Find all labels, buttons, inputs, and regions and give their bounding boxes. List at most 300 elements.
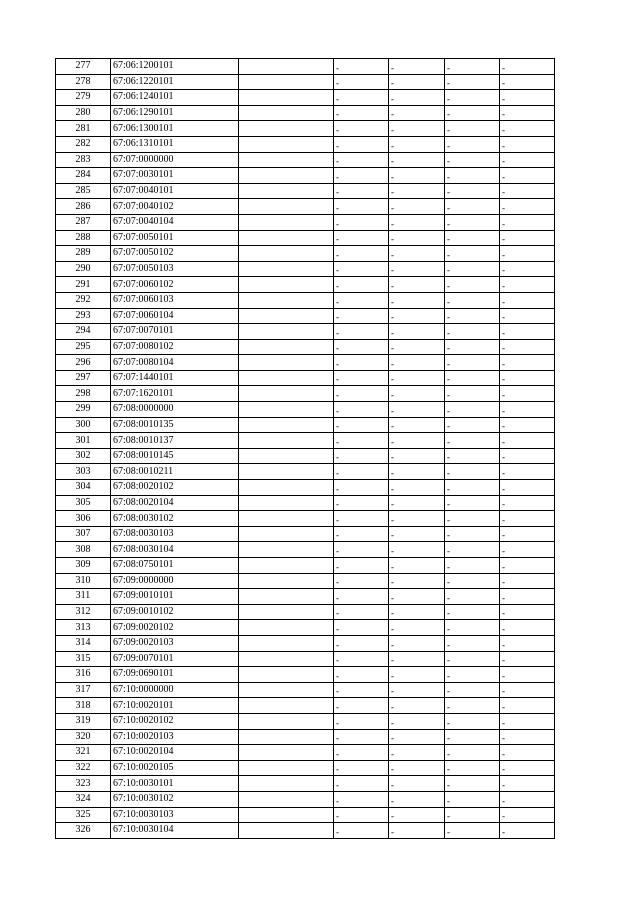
row-number-cell: 300: [56, 417, 111, 433]
value-cell-3: -: [445, 760, 500, 776]
cadastral-code-cell: 67:08:0020104: [111, 495, 239, 511]
table-row: [56, 136, 555, 152]
table-row: [56, 417, 555, 433]
row-number-cell: 282: [56, 136, 111, 152]
value-cell-4: -: [500, 136, 555, 152]
value-cell-3: -: [445, 261, 500, 277]
value-cell-2: -: [389, 526, 445, 542]
cadastral-code-cell: 67:08:0000000: [111, 402, 239, 418]
table-row: [56, 495, 555, 511]
cadastral-code-cell: 67:08:0020102: [111, 480, 239, 496]
value-cell-4: -: [500, 635, 555, 651]
value-cell-2: -: [389, 651, 445, 667]
value-cell-1: -: [334, 74, 389, 90]
table-row: [56, 183, 555, 199]
value-cell-4: -: [500, 698, 555, 714]
row-number-cell: 299: [56, 402, 111, 418]
value-cell-1: -: [334, 339, 389, 355]
value-cell-2: -: [389, 620, 445, 636]
value-cell-4: -: [500, 682, 555, 698]
description-cell: [239, 136, 334, 152]
cadastral-code-cell: 67:10:0030102: [111, 791, 239, 807]
description-cell: [239, 74, 334, 90]
cadastral-code-cell: 67:09:0020103: [111, 635, 239, 651]
row-number-cell: 289: [56, 246, 111, 262]
value-cell-2: -: [389, 121, 445, 137]
row-number-cell: 291: [56, 277, 111, 293]
value-cell-2: -: [389, 776, 445, 792]
value-cell-4: -: [500, 121, 555, 137]
value-cell-3: -: [445, 604, 500, 620]
value-cell-2: -: [389, 417, 445, 433]
value-cell-4: -: [500, 807, 555, 823]
value-cell-4: -: [500, 59, 555, 75]
table-row: [56, 573, 555, 589]
cadastral-code-cell: 67:08:0010137: [111, 433, 239, 449]
cadastral-code-cell: 67:10:0020101: [111, 698, 239, 714]
cadastral-code-cell: 67:10:0030103: [111, 807, 239, 823]
cadastral-code-cell: 67:08:0750101: [111, 558, 239, 574]
row-number-cell: 281: [56, 121, 111, 137]
row-number-cell: 290: [56, 261, 111, 277]
row-number-cell: 297: [56, 370, 111, 386]
value-cell-3: -: [445, 402, 500, 418]
row-number-cell: 284: [56, 168, 111, 184]
description-cell: [239, 448, 334, 464]
cadastral-code-cell: 67:06:1240101: [111, 90, 239, 106]
value-cell-2: -: [389, 589, 445, 605]
row-number-cell: 315: [56, 651, 111, 667]
value-cell-4: -: [500, 495, 555, 511]
value-cell-4: -: [500, 776, 555, 792]
value-cell-3: -: [445, 90, 500, 106]
row-number-cell: 302: [56, 448, 111, 464]
value-cell-3: -: [445, 230, 500, 246]
value-cell-3: -: [445, 745, 500, 761]
value-cell-2: -: [389, 308, 445, 324]
row-number-cell: 292: [56, 292, 111, 308]
description-cell: [239, 433, 334, 449]
value-cell-4: -: [500, 90, 555, 106]
cadastral-code-cell: 67:07:0080102: [111, 339, 239, 355]
cadastral-code-cell: 67:07:0040102: [111, 199, 239, 215]
row-number-cell: 286: [56, 199, 111, 215]
description-cell: [239, 105, 334, 121]
description-cell: [239, 386, 334, 402]
row-number-cell: 320: [56, 729, 111, 745]
value-cell-1: -: [334, 433, 389, 449]
table-row: [56, 651, 555, 667]
value-cell-1: -: [334, 308, 389, 324]
value-cell-4: -: [500, 589, 555, 605]
value-cell-4: -: [500, 526, 555, 542]
value-cell-3: -: [445, 386, 500, 402]
cadastral-code-cell: 67:08:0010135: [111, 417, 239, 433]
description-cell: [239, 713, 334, 729]
value-cell-3: -: [445, 729, 500, 745]
value-cell-4: -: [500, 261, 555, 277]
value-cell-1: -: [334, 324, 389, 340]
table-row: [56, 292, 555, 308]
table-row: [56, 620, 555, 636]
row-number-cell: 301: [56, 433, 111, 449]
value-cell-4: -: [500, 277, 555, 293]
cadastral-code-cell: 67:07:0070101: [111, 324, 239, 340]
value-cell-3: -: [445, 183, 500, 199]
value-cell-3: -: [445, 495, 500, 511]
value-cell-4: -: [500, 667, 555, 683]
value-cell-3: -: [445, 713, 500, 729]
value-cell-2: -: [389, 745, 445, 761]
value-cell-2: -: [389, 682, 445, 698]
value-cell-1: -: [334, 760, 389, 776]
value-cell-1: -: [334, 698, 389, 714]
value-cell-4: -: [500, 604, 555, 620]
value-cell-2: -: [389, 230, 445, 246]
row-number-cell: 316: [56, 667, 111, 683]
description-cell: [239, 324, 334, 340]
row-number-cell: 280: [56, 105, 111, 121]
value-cell-2: -: [389, 402, 445, 418]
table-row: [56, 214, 555, 230]
table-row: [56, 635, 555, 651]
value-cell-1: -: [334, 635, 389, 651]
row-number-cell: 304: [56, 480, 111, 496]
row-number-cell: 277: [56, 59, 111, 75]
cadastral-code-cell: 67:07:0050103: [111, 261, 239, 277]
value-cell-3: -: [445, 246, 500, 262]
value-cell-2: -: [389, 713, 445, 729]
description-cell: [239, 308, 334, 324]
registry-table: [55, 58, 555, 839]
value-cell-2: -: [389, 277, 445, 293]
value-cell-2: -: [389, 573, 445, 589]
value-cell-1: -: [334, 589, 389, 605]
value-cell-3: -: [445, 136, 500, 152]
value-cell-2: -: [389, 823, 445, 839]
description-cell: [239, 152, 334, 168]
value-cell-4: -: [500, 464, 555, 480]
value-cell-3: -: [445, 370, 500, 386]
value-cell-1: -: [334, 214, 389, 230]
value-cell-2: -: [389, 791, 445, 807]
value-cell-3: -: [445, 277, 500, 293]
value-cell-3: -: [445, 807, 500, 823]
value-cell-4: -: [500, 292, 555, 308]
description-cell: [239, 573, 334, 589]
value-cell-2: -: [389, 339, 445, 355]
value-cell-4: -: [500, 74, 555, 90]
cadastral-code-cell: 67:06:1290101: [111, 105, 239, 121]
value-cell-3: -: [445, 698, 500, 714]
value-cell-4: -: [500, 745, 555, 761]
value-cell-4: -: [500, 339, 555, 355]
value-cell-2: -: [389, 635, 445, 651]
value-cell-4: -: [500, 713, 555, 729]
cadastral-code-cell: 67:10:0020103: [111, 729, 239, 745]
value-cell-1: -: [334, 246, 389, 262]
value-cell-1: -: [334, 402, 389, 418]
value-cell-4: -: [500, 448, 555, 464]
cadastral-code-cell: 67:07:0060102: [111, 277, 239, 293]
table-row: [56, 324, 555, 340]
table-row: [56, 791, 555, 807]
value-cell-1: -: [334, 183, 389, 199]
value-cell-3: -: [445, 59, 500, 75]
value-cell-2: -: [389, 464, 445, 480]
description-cell: [239, 417, 334, 433]
table-row: [56, 713, 555, 729]
value-cell-2: -: [389, 495, 445, 511]
cadastral-code-cell: 67:08:0030103: [111, 526, 239, 542]
cadastral-code-cell: 67:10:0030104: [111, 823, 239, 839]
value-cell-1: -: [334, 511, 389, 527]
value-cell-4: -: [500, 791, 555, 807]
value-cell-1: -: [334, 667, 389, 683]
description-cell: [239, 59, 334, 75]
value-cell-2: -: [389, 698, 445, 714]
table-body: [56, 59, 555, 839]
cadastral-code-cell: 67:09:0010101: [111, 589, 239, 605]
value-cell-3: -: [445, 682, 500, 698]
value-cell-3: -: [445, 776, 500, 792]
value-cell-2: -: [389, 214, 445, 230]
table-row: [56, 776, 555, 792]
value-cell-3: -: [445, 791, 500, 807]
value-cell-3: -: [445, 355, 500, 371]
table-row: [56, 339, 555, 355]
cadastral-code-cell: 67:07:0060103: [111, 292, 239, 308]
value-cell-1: -: [334, 59, 389, 75]
cadastral-code-cell: 67:10:0000000: [111, 682, 239, 698]
value-cell-2: -: [389, 386, 445, 402]
value-cell-3: -: [445, 168, 500, 184]
cadastral-code-cell: 67:10:0020102: [111, 713, 239, 729]
description-cell: [239, 495, 334, 511]
value-cell-3: -: [445, 589, 500, 605]
description-cell: [239, 682, 334, 698]
value-cell-2: -: [389, 183, 445, 199]
description-cell: [239, 760, 334, 776]
cadastral-code-cell: 67:08:0030102: [111, 511, 239, 527]
cadastral-code-cell: 67:10:0020104: [111, 745, 239, 761]
cadastral-code-cell: 67:07:0030101: [111, 168, 239, 184]
value-cell-1: -: [334, 823, 389, 839]
value-cell-4: -: [500, 651, 555, 667]
table-row: [56, 698, 555, 714]
value-cell-3: -: [445, 292, 500, 308]
value-cell-1: -: [334, 152, 389, 168]
value-cell-2: -: [389, 729, 445, 745]
row-number-cell: 279: [56, 90, 111, 106]
value-cell-2: -: [389, 355, 445, 371]
table-row: [56, 308, 555, 324]
row-number-cell: 318: [56, 698, 111, 714]
cadastral-code-cell: 67:09:0000000: [111, 573, 239, 589]
table-row: [56, 760, 555, 776]
table-row: [56, 823, 555, 839]
row-number-cell: 310: [56, 573, 111, 589]
description-cell: [239, 402, 334, 418]
value-cell-3: -: [445, 620, 500, 636]
value-cell-1: -: [334, 620, 389, 636]
row-number-cell: 278: [56, 74, 111, 90]
description-cell: [239, 526, 334, 542]
value-cell-2: -: [389, 433, 445, 449]
description-cell: [239, 480, 334, 496]
value-cell-1: -: [334, 776, 389, 792]
value-cell-1: -: [334, 355, 389, 371]
value-cell-4: -: [500, 386, 555, 402]
value-cell-2: -: [389, 261, 445, 277]
value-cell-3: -: [445, 480, 500, 496]
value-cell-1: -: [334, 526, 389, 542]
value-cell-2: -: [389, 168, 445, 184]
value-cell-1: -: [334, 370, 389, 386]
value-cell-4: -: [500, 246, 555, 262]
table-row: [56, 480, 555, 496]
value-cell-4: -: [500, 199, 555, 215]
value-cell-3: -: [445, 526, 500, 542]
value-cell-2: -: [389, 448, 445, 464]
value-cell-1: -: [334, 105, 389, 121]
row-number-cell: 311: [56, 589, 111, 605]
table-row: [56, 807, 555, 823]
value-cell-1: -: [334, 807, 389, 823]
value-cell-1: -: [334, 745, 389, 761]
row-number-cell: 283: [56, 152, 111, 168]
table-row: [56, 604, 555, 620]
value-cell-3: -: [445, 667, 500, 683]
table-row: [56, 246, 555, 262]
table-row: [56, 464, 555, 480]
row-number-cell: 321: [56, 745, 111, 761]
value-cell-4: -: [500, 152, 555, 168]
value-cell-1: -: [334, 261, 389, 277]
cadastral-code-cell: 67:07:0050102: [111, 246, 239, 262]
row-number-cell: 293: [56, 308, 111, 324]
row-number-cell: 322: [56, 760, 111, 776]
description-cell: [239, 277, 334, 293]
table-row: [56, 105, 555, 121]
table-row: [56, 355, 555, 371]
description-cell: [239, 635, 334, 651]
value-cell-4: -: [500, 433, 555, 449]
value-cell-3: -: [445, 464, 500, 480]
value-cell-4: -: [500, 480, 555, 496]
cadastral-code-cell: 67:09:0070101: [111, 651, 239, 667]
value-cell-4: -: [500, 417, 555, 433]
description-cell: [239, 620, 334, 636]
value-cell-2: -: [389, 74, 445, 90]
value-cell-1: -: [334, 480, 389, 496]
value-cell-1: -: [334, 386, 389, 402]
cadastral-code-cell: 67:07:0060104: [111, 308, 239, 324]
value-cell-2: -: [389, 667, 445, 683]
value-cell-4: -: [500, 105, 555, 121]
value-cell-2: -: [389, 90, 445, 106]
value-cell-3: -: [445, 542, 500, 558]
cadastral-code-cell: 67:08:0030104: [111, 542, 239, 558]
table-row: [56, 370, 555, 386]
value-cell-2: -: [389, 105, 445, 121]
value-cell-4: -: [500, 573, 555, 589]
row-number-cell: 285: [56, 183, 111, 199]
cadastral-code-cell: 67:07:1440101: [111, 370, 239, 386]
description-cell: [239, 199, 334, 215]
value-cell-2: -: [389, 558, 445, 574]
value-cell-2: -: [389, 370, 445, 386]
value-cell-1: -: [334, 90, 389, 106]
table-row: [56, 402, 555, 418]
value-cell-2: -: [389, 324, 445, 340]
description-cell: [239, 604, 334, 620]
description-cell: [239, 183, 334, 199]
description-cell: [239, 698, 334, 714]
table-row: [56, 589, 555, 605]
description-cell: [239, 745, 334, 761]
value-cell-2: -: [389, 511, 445, 527]
value-cell-4: -: [500, 370, 555, 386]
description-cell: [239, 292, 334, 308]
value-cell-2: -: [389, 246, 445, 262]
value-cell-1: -: [334, 136, 389, 152]
value-cell-1: -: [334, 791, 389, 807]
row-number-cell: 305: [56, 495, 111, 511]
row-number-cell: 298: [56, 386, 111, 402]
description-cell: [239, 558, 334, 574]
description-cell: [239, 511, 334, 527]
table-row: [56, 386, 555, 402]
value-cell-3: -: [445, 105, 500, 121]
description-cell: [239, 339, 334, 355]
description-cell: [239, 261, 334, 277]
row-number-cell: 325: [56, 807, 111, 823]
description-cell: [239, 168, 334, 184]
row-number-cell: 296: [56, 355, 111, 371]
value-cell-4: -: [500, 214, 555, 230]
table-row: [56, 511, 555, 527]
cadastral-code-cell: 67:06:1310101: [111, 136, 239, 152]
table-row: [56, 230, 555, 246]
table-row: [56, 682, 555, 698]
value-cell-4: -: [500, 183, 555, 199]
value-cell-1: -: [334, 495, 389, 511]
value-cell-1: -: [334, 230, 389, 246]
cadastral-code-cell: 67:07:0040101: [111, 183, 239, 199]
table-row: [56, 558, 555, 574]
value-cell-4: -: [500, 308, 555, 324]
value-cell-4: -: [500, 168, 555, 184]
row-number-cell: 314: [56, 635, 111, 651]
row-number-cell: 324: [56, 791, 111, 807]
cadastral-code-cell: 67:08:0010211: [111, 464, 239, 480]
row-number-cell: 309: [56, 558, 111, 574]
value-cell-1: -: [334, 417, 389, 433]
value-cell-3: -: [445, 152, 500, 168]
table-row: [56, 152, 555, 168]
value-cell-1: -: [334, 604, 389, 620]
table-row: [56, 168, 555, 184]
table-row: [56, 526, 555, 542]
value-cell-3: -: [445, 433, 500, 449]
cadastral-code-cell: 67:06:1300101: [111, 121, 239, 137]
row-number-cell: 319: [56, 713, 111, 729]
value-cell-1: -: [334, 448, 389, 464]
cadastral-code-cell: 67:07:0050101: [111, 230, 239, 246]
table-row: [56, 667, 555, 683]
value-cell-4: -: [500, 355, 555, 371]
